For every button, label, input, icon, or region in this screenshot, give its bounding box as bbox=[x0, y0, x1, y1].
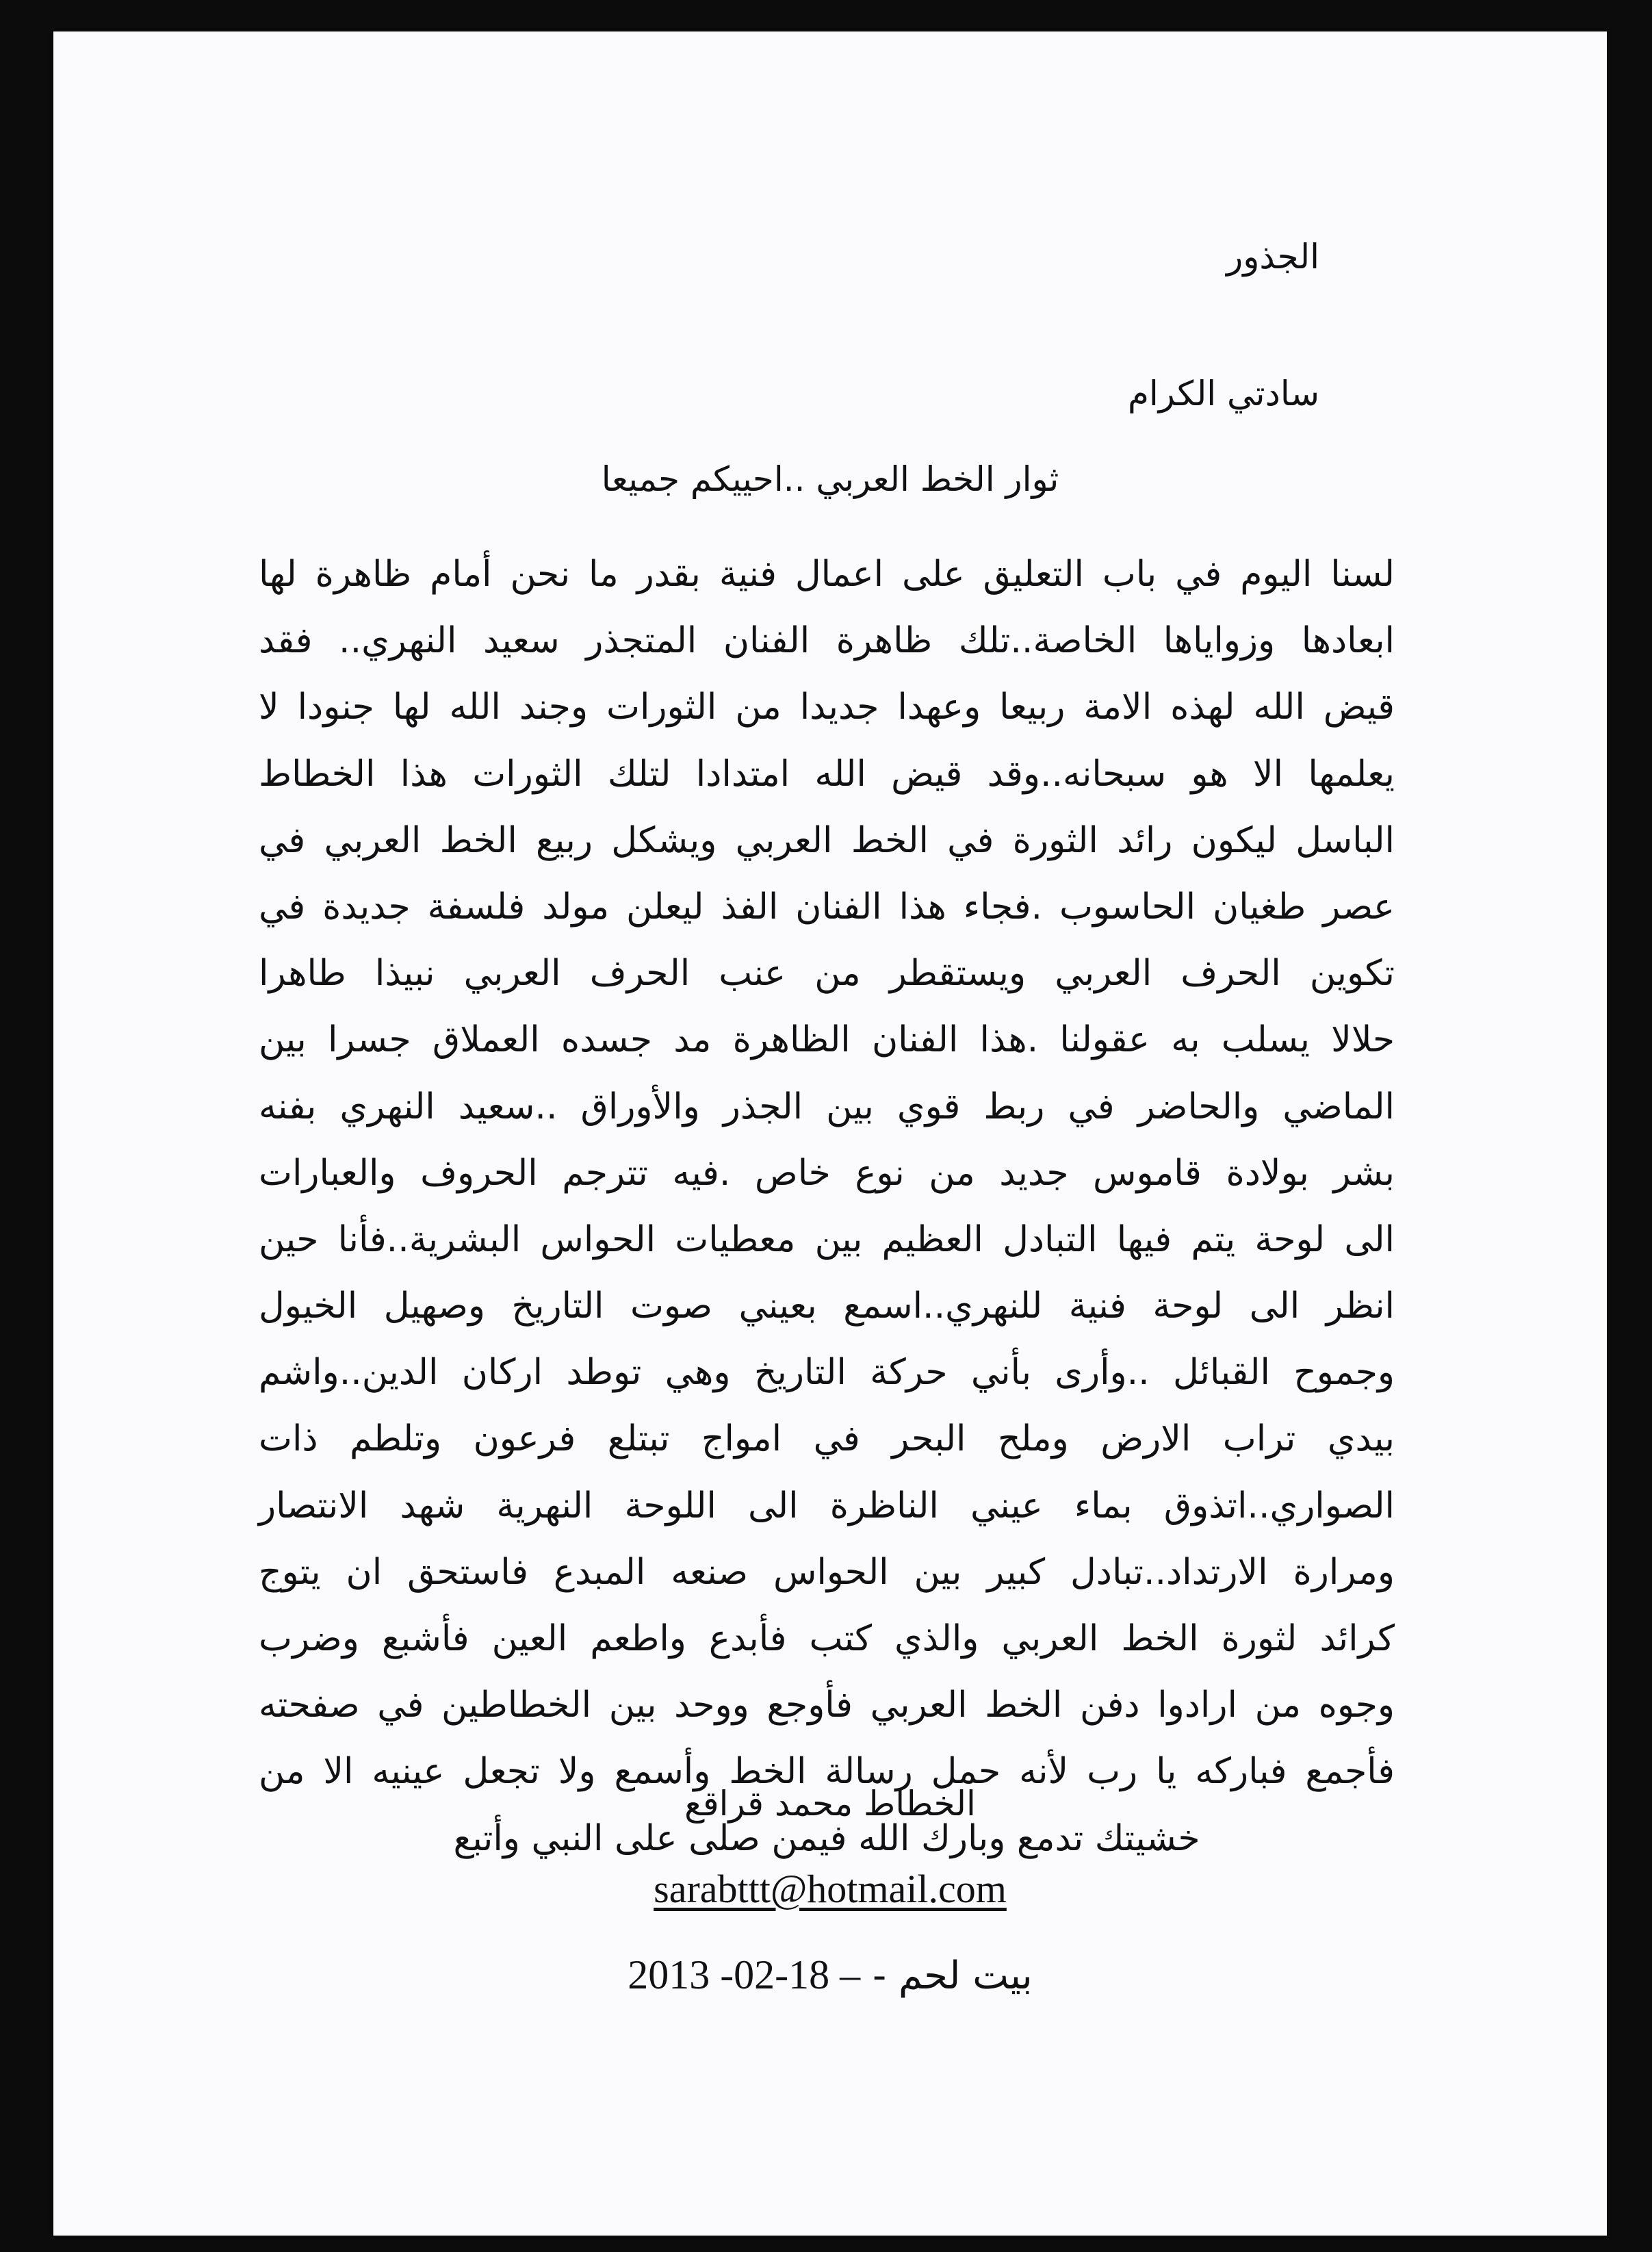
body-line: الصواري..اتذوق بماء عيني الناظرة الى اللوحة النهرية شهد الانتصار bbox=[259, 1485, 1395, 1526]
body-line: قيض الله لهذه الامة ربيعا وعهدا جديدا من الثورات وجند الله لها جنودا لا bbox=[259, 687, 1395, 728]
body-line: انظر الى لوحة فنية للنهري..اسمع بعيني صوت التاريخ وصهيل الخيول bbox=[259, 1285, 1395, 1327]
body-line: ابعادها وزواياها الخاصة..تلك ظاهرة الفنان المتجذر سعيد النهري.. فقد bbox=[259, 620, 1395, 662]
date-place: بيت لحم bbox=[899, 1954, 1033, 1998]
body-line: خشيتك تدمع وبارك الله فيمن صلى على النبي وأتبع bbox=[453, 1817, 1200, 1859]
letter-heading: الجذور bbox=[1226, 237, 1319, 277]
signature: الخطاط محمد قراقع bbox=[684, 1784, 976, 1824]
body-line: الى لوحة يتم فيها التبادل العظيم بين معطيات الحواس البشرية..فأنا حين bbox=[259, 1218, 1395, 1260]
letter-body bbox=[259, 541, 1395, 1872]
body-line: وجوه من ارادوا دفن الخط العربي فأوجع ووحد بين الخطاطين في صفحته bbox=[259, 1685, 1395, 1726]
letter-sheet bbox=[53, 31, 1607, 2236]
body-line: بشر بولادة قاموس جديد من نوع خاص .فيه تترجم الحروف والعبارات bbox=[259, 1152, 1395, 1194]
body-line: عصر طغيان الحاسوب .فجاء هذا الفنان الفذ ليعلن مولد فلسفة جديدة في bbox=[259, 886, 1395, 927]
date-dash: - bbox=[872, 1954, 887, 1998]
body-line: الباسل ليكون رائد الثورة في الخط العربي ويشكل ربيع الخط العربي في bbox=[259, 819, 1395, 861]
letter-salutation: سادتي الكرام bbox=[1127, 374, 1319, 413]
body-line: بيدي تراب الارض وملح البحر في امواج تبتلع فرعون وتلطم ذات bbox=[259, 1418, 1395, 1460]
date-value: 2013 -02-18 – bbox=[628, 1952, 861, 1997]
letter-subheading: ثوار الخط العربي ..احييكم جميعا bbox=[601, 459, 1059, 499]
body-line: وجموح القبائل ..وأرى بأني حركة التاريخ وهي توطد اركان الدين..واشم bbox=[259, 1352, 1395, 1394]
email-address: sarabttt@hotmail.com bbox=[654, 1867, 1007, 1911]
body-line: يعلمها الا هو سبحانه..وقد قيض الله امتدادا لتلك الثورات هذا الخطاط bbox=[259, 753, 1395, 795]
date-line bbox=[53, 1952, 1607, 1999]
body-line: فأجمع فباركه يا رب لأنه حمل رسالة الخط وأسمع ولا تجعل عينيه الا من bbox=[259, 1751, 1395, 1793]
body-line: الماضي والحاضر في ربط قوي بين الجذر والأوراق ..سعيد النهري بفنه bbox=[259, 1086, 1395, 1127]
body-line: تكوين الحرف العربي ويستقطر من عنب الحرف العربي نبيذا طاهرا bbox=[259, 953, 1395, 995]
body-line: ومرارة الارتداد..تبادل كبير بين الحواس صنعه المبدع فاستحق ان يتوج bbox=[259, 1551, 1395, 1593]
body-line: كرائد لثورة الخط العربي والذي كتب فأبدع واطعم العين فأشبع وضرب bbox=[259, 1618, 1395, 1659]
body-line: لسنا اليوم في باب التعليق على اعمال فنية بقدر ما نحن أمام ظاهرة لها bbox=[259, 554, 1395, 595]
body-line: حلالا يسلب به عقولنا .هذا الفنان الظاهرة مد جسده العملاق جسرا بين bbox=[259, 1019, 1395, 1061]
